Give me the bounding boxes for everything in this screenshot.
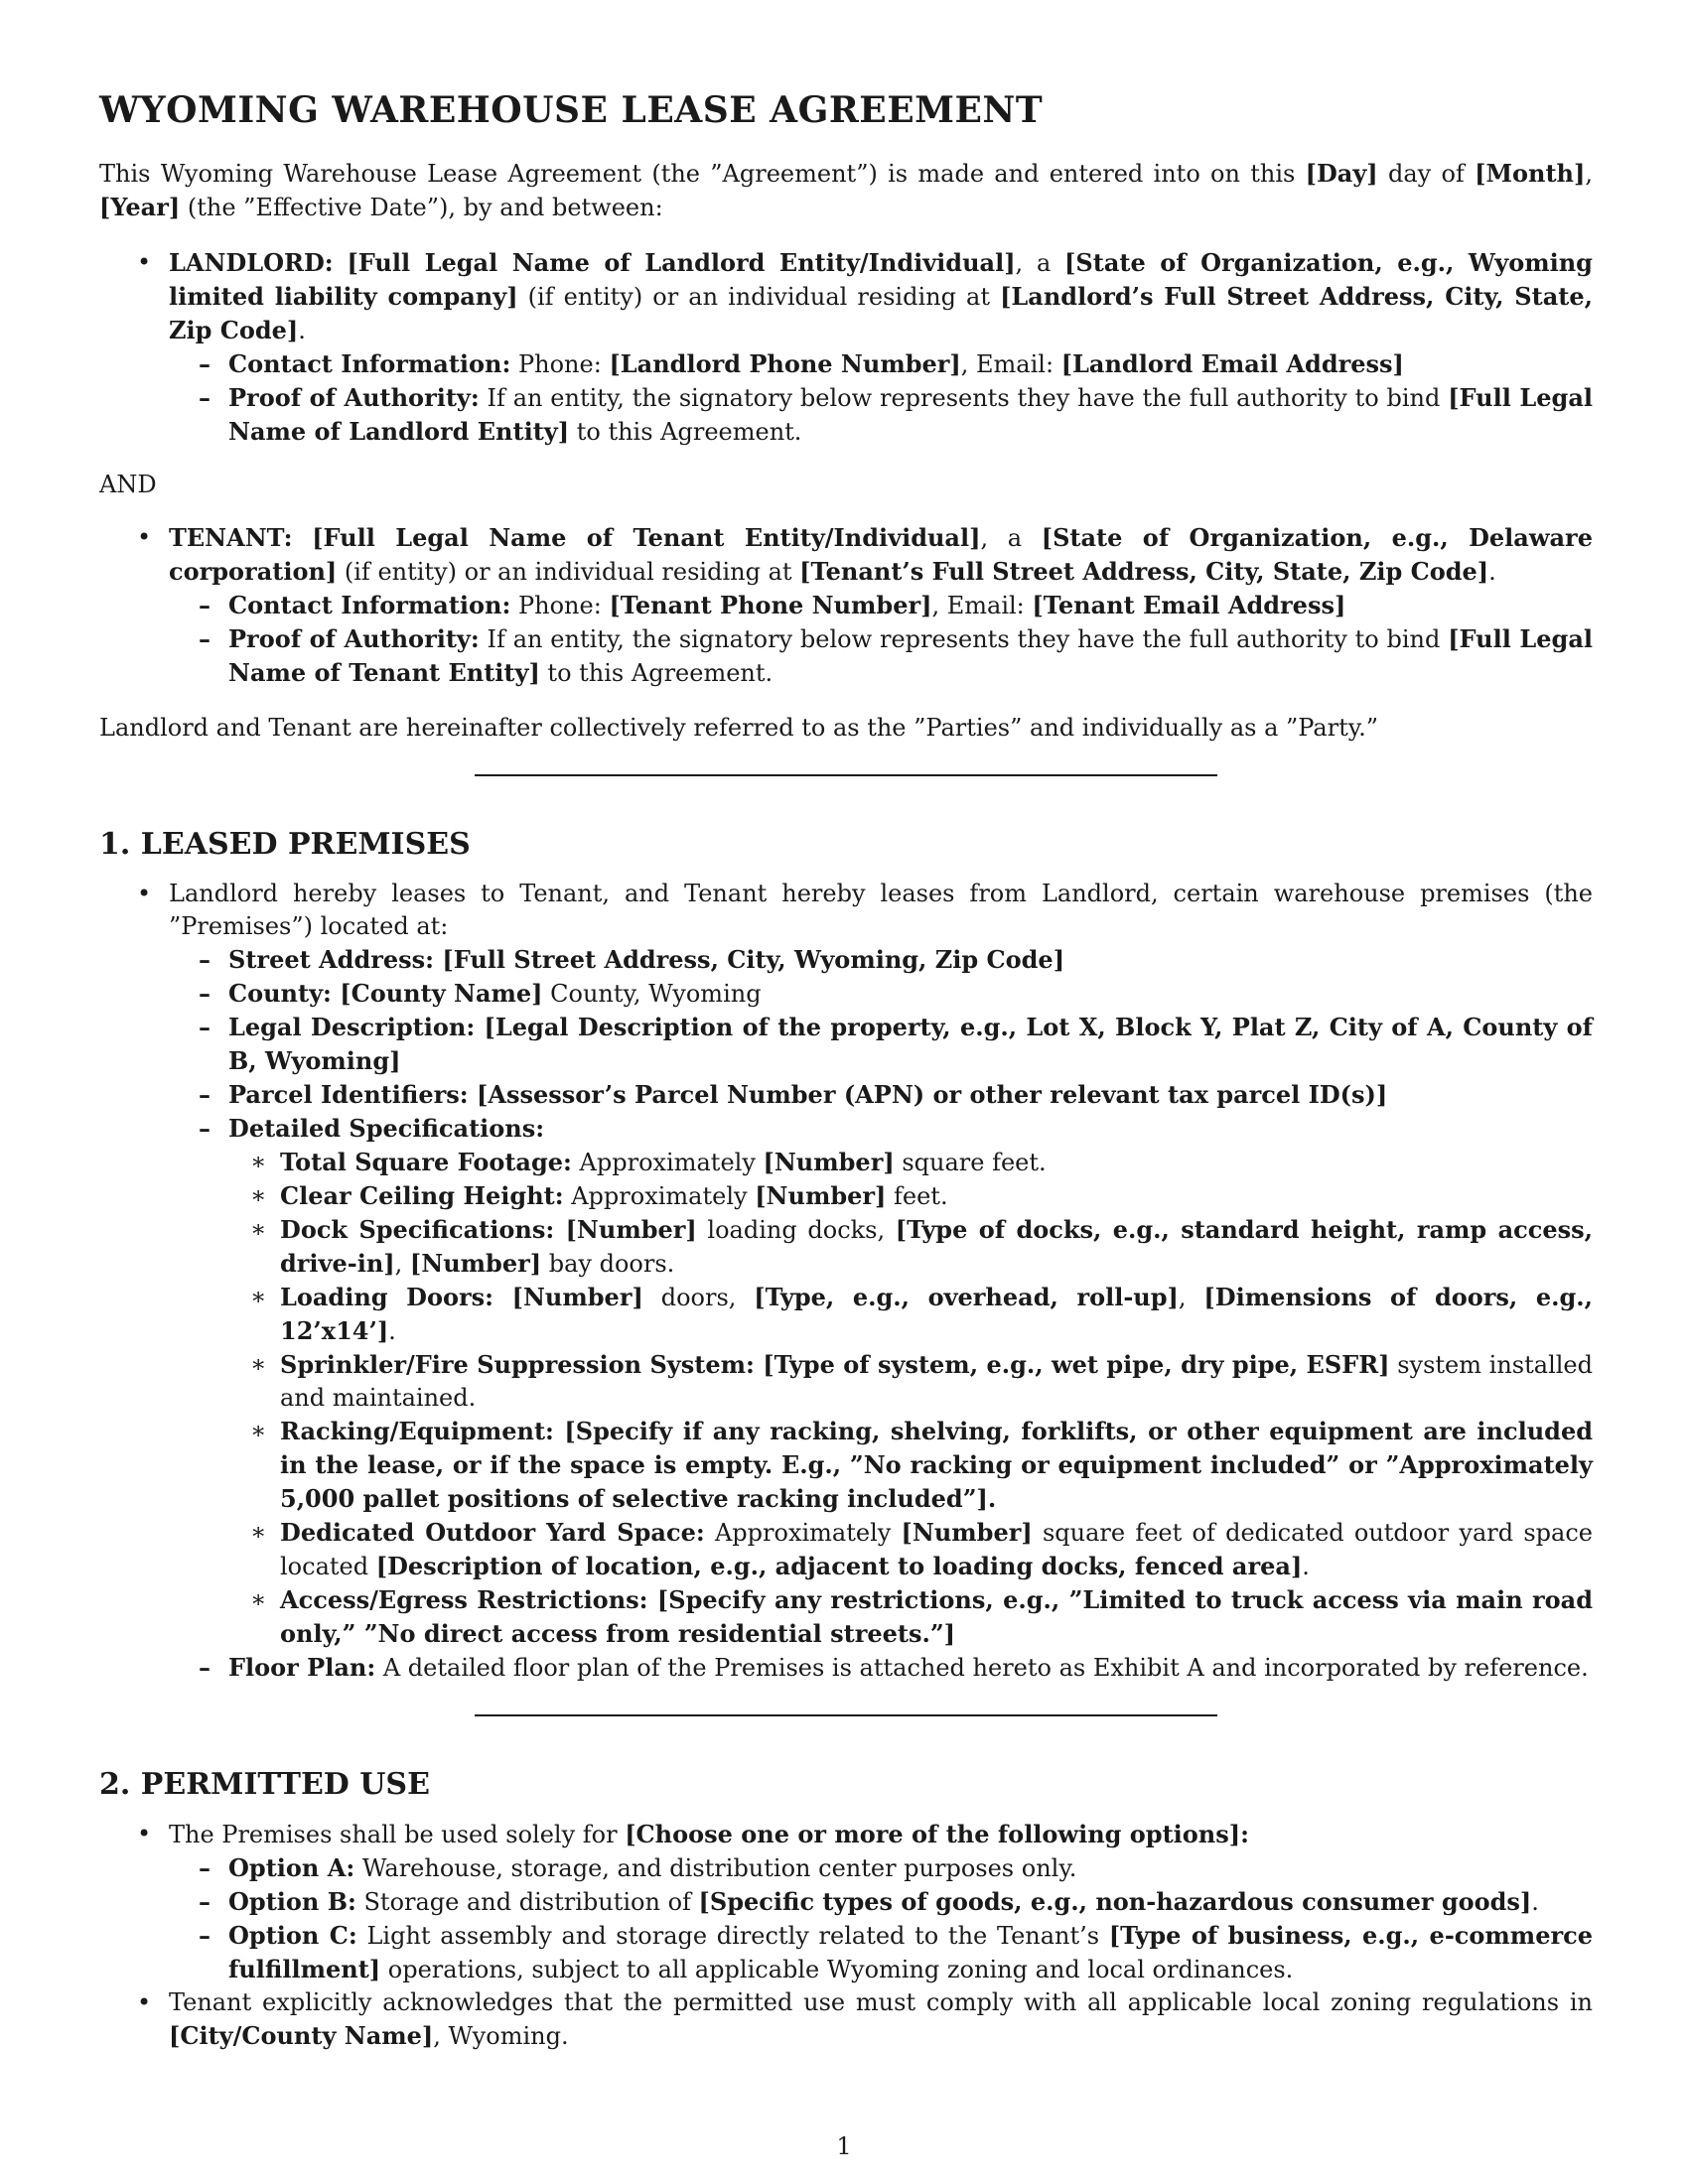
landlord-text: , a xyxy=(1015,249,1065,277)
yard-label: Dedicated Outdoor Yard Space: xyxy=(280,1518,705,1547)
tenant-text: (if entity) or an individual residing at xyxy=(337,558,800,586)
option-c-item xyxy=(99,1919,1593,1986)
legal-description-item xyxy=(99,1011,1593,1078)
landlord-address: [Landlord’s Full Street Address, City, State, Zip Code] xyxy=(169,282,1593,344)
doors-label: Loading Doors: xyxy=(280,1283,494,1311)
option-b-text: . xyxy=(1531,1888,1539,1916)
zoning-text: , Wyoming. xyxy=(433,2022,569,2050)
spec-text: . xyxy=(1302,1553,1310,1580)
tenant-list xyxy=(99,521,1593,690)
intro-paragraph xyxy=(99,157,1593,224)
legal-value: [Legal Description of the property, e.g., Lot X, Block Y, Plat Z, City of A, County of B, Wyoming] xyxy=(228,1013,1593,1075)
tenant-label: TENANT: xyxy=(169,523,293,552)
doors-type: [Type, e.g., overhead, roll-up] xyxy=(754,1283,1179,1311)
option-c-text: operations, subject to all applicable Wyoming zoning and local ordinances. xyxy=(380,1956,1294,1983)
document-page xyxy=(99,87,1593,2053)
specifications-item xyxy=(99,1112,1593,1651)
proof-label: Proof of Authority: xyxy=(228,624,480,653)
city-county-placeholder: [City/County Name] xyxy=(169,2021,434,2050)
dock-label: Dock Specifications: xyxy=(280,1215,555,1244)
option-a-label: Option A: xyxy=(228,1853,355,1882)
legal-label: Legal Description: xyxy=(228,1013,476,1041)
tenant-text: , a xyxy=(980,524,1042,552)
proof-text: If an entity, the signatory below represents they have the full authority to bind xyxy=(479,384,1449,412)
spec-text: . xyxy=(388,1317,396,1345)
yard-item xyxy=(99,1516,1593,1583)
county-label: County: xyxy=(228,979,332,1008)
county-value: [County Name] xyxy=(331,979,543,1008)
ceiling-item xyxy=(99,1179,1593,1213)
intro-text: , xyxy=(1585,160,1594,188)
document-title: WYOMING WAREHOUSE LEASE AGREEMENT xyxy=(99,89,1044,131)
intro-text: day of xyxy=(1377,160,1476,188)
section-1-heading: 1. LEASED PREMISES xyxy=(99,827,471,862)
ceiling-number: [Number] xyxy=(755,1181,887,1210)
landlord-contact xyxy=(99,347,1593,381)
zoning-ack-item xyxy=(99,1986,1593,2053)
landlord-email: [Landlord Email Address] xyxy=(1060,349,1404,378)
tenant-email: [Tenant Email Address] xyxy=(1032,591,1346,619)
option-c-business: [Type of business, e.g., e-commerce fulfillment] xyxy=(228,1921,1593,1983)
tenant-phone: [Tenant Phone Number] xyxy=(609,591,932,619)
contact-text: , Email: xyxy=(931,592,1033,619)
contact-label: Contact Information: xyxy=(228,349,511,378)
premises-lead: Landlord hereby leases to Tenant, and Tenant hereby leases from Landlord, certain warehouse premises (the ”Premises”) located at: xyxy=(169,880,1593,940)
spec-text: , xyxy=(1178,1284,1204,1311)
bay-number: [Number] xyxy=(409,1249,542,1278)
sprinkler-label: Sprinkler/Fire Suppression System: xyxy=(280,1350,755,1379)
day-placeholder: [Day] xyxy=(1305,159,1378,188)
permitted-use-lead: The Premises shall be used solely for xyxy=(169,1821,626,1848)
contact-text: , Email: xyxy=(960,350,1061,378)
and-connector: AND xyxy=(99,471,157,498)
street-label: Street Address: xyxy=(228,945,435,974)
premises-item xyxy=(99,878,1593,1685)
permitted-use-choice: [Choose one or more of the following options]: xyxy=(625,1820,1249,1848)
dock-number: [Number] xyxy=(554,1215,697,1244)
section-2-heading: 2. PERMITTED USE xyxy=(99,1767,430,1802)
spec-text: Approximately xyxy=(704,1519,902,1547)
tenant-address: [Tenant’s Full Street Address, City, State, Zip Code] xyxy=(799,557,1489,586)
tenant-proof xyxy=(99,622,1593,690)
section-2-list xyxy=(99,1818,1593,2053)
spec-text: , xyxy=(394,1250,410,1278)
landlord-phone: [Landlord Phone Number] xyxy=(609,349,961,378)
spec-text: loading docks, xyxy=(696,1216,896,1244)
option-b-text: Storage and distribution of xyxy=(355,1888,699,1916)
intro-text: (the ”Effective Date”), by and between: xyxy=(180,194,663,221)
access-item xyxy=(99,1583,1593,1651)
parcel-item xyxy=(99,1078,1593,1112)
spec-text: system installed and maintained. xyxy=(280,1351,1593,1412)
section-1-list xyxy=(99,878,1593,1685)
option-a-item xyxy=(99,1851,1593,1885)
month-placeholder: [Month] xyxy=(1475,159,1586,188)
parcel-label: Parcel Identifiers: xyxy=(228,1080,469,1109)
landlord-proof-name: [Full Legal Name of Landlord Entity] xyxy=(228,383,1593,446)
spec-text: square feet of dedicated outdoor yard space located xyxy=(280,1519,1593,1580)
spec-text: square feet. xyxy=(894,1149,1047,1176)
landlord-text: . xyxy=(298,317,306,344)
sqft-number: [Number] xyxy=(763,1148,895,1176)
zoning-text: Tenant explicitly acknowledges that the permitted use must comply with all applicable local zoning regulations in xyxy=(169,1988,1593,2016)
proof-text: If an entity, the signatory below represents they have the full authority to bind xyxy=(479,625,1449,653)
racking-value: [Specify if any racking, shelving, forklifts, or other equipment are included in the lease, or if the space is empty. E.g., ”No racking or equipment included” or ”Approximately 5,000 pallet positions of selective racking included”]. xyxy=(280,1417,1593,1513)
loading-doors-item xyxy=(99,1281,1593,1348)
ceiling-label: Clear Ceiling Height: xyxy=(280,1181,564,1210)
spec-text: feet. xyxy=(886,1182,948,1210)
access-label: Access/Egress Restrictions: xyxy=(280,1585,648,1614)
tenant-name: [Full Legal Name of Tenant Entity/Individual] xyxy=(312,523,981,552)
permitted-use-item xyxy=(99,1818,1593,1986)
landlord-label: LANDLORD: xyxy=(169,248,334,277)
floor-plan-label: Floor Plan: xyxy=(228,1653,376,1682)
sqft-item xyxy=(99,1146,1593,1179)
landlord-item xyxy=(99,246,1593,449)
option-b-item xyxy=(99,1885,1593,1919)
doors-dimensions: [Dimensions of doors, e.g., 12’x14’] xyxy=(280,1283,1593,1345)
contact-label: Contact Information: xyxy=(228,591,511,619)
racking-label: Racking/Equipment: xyxy=(280,1417,554,1445)
option-c-text: Light assembly and storage directly related to the Tenant’s xyxy=(356,1922,1109,1950)
proof-text: to this Agreement. xyxy=(569,418,802,446)
option-c-label: Option C: xyxy=(228,1921,357,1950)
proof-label: Proof of Authority: xyxy=(228,383,480,412)
tenant-item xyxy=(99,521,1593,690)
landlord-name: [Full Legal Name of Landlord Entity/Individual] xyxy=(347,248,1016,277)
tenant-state: [State of Organization, e.g., Delaware corporation] xyxy=(169,523,1593,586)
contact-text: Phone: xyxy=(510,592,610,619)
doors-number: [Number] xyxy=(493,1283,643,1311)
proof-text: to this Agreement. xyxy=(539,659,774,687)
landlord-list xyxy=(99,246,1593,449)
tenant-contact xyxy=(99,589,1593,622)
dock-type: [Type of docks, e.g., standard height, ramp access, drive-in] xyxy=(280,1215,1594,1278)
floor-plan-item xyxy=(99,1651,1593,1685)
sprinkler-type: [Type of system, e.g., wet pipe, dry pipe, ESFR] xyxy=(754,1350,1390,1379)
page-number: 1 xyxy=(836,2132,852,2160)
option-a-text: Warehouse, storage, and distribution center purposes only. xyxy=(354,1854,1077,1882)
spec-text: doors, xyxy=(642,1284,755,1311)
intro-text: This Wyoming Warehouse Lease Agreement (the ”Agreement”) is made and entered into on this xyxy=(99,160,1306,188)
street-address-item xyxy=(99,943,1593,977)
street-value: [Full Street Address, City, Wyoming, Zip Code] xyxy=(434,945,1065,974)
floor-plan-text: A detailed floor plan of the Premises is attached hereto as Exhibit A and incorporated by reference. xyxy=(375,1654,1589,1682)
landlord-proof xyxy=(99,381,1593,449)
contact-text: Phone: xyxy=(510,350,610,378)
landlord-state: [State of Organization, e.g., Wyoming limited liability company] xyxy=(169,248,1593,311)
spec-text: Approximately xyxy=(571,1149,764,1176)
yard-location: [Description of location, e.g., adjacent to loading docks, fenced area] xyxy=(375,1552,1303,1580)
sprinkler-item xyxy=(99,1348,1593,1415)
landlord-text: (if entity) or an individual residing at xyxy=(517,283,1001,311)
sqft-label: Total Square Footage: xyxy=(280,1148,572,1176)
dock-item xyxy=(99,1213,1593,1281)
year-placeholder: [Year] xyxy=(99,193,181,221)
spec-text: bay doors. xyxy=(541,1250,675,1278)
access-value: [Specify any restrictions, e.g., ”Limited to truck access via main road only,” ”No direct access from residential streets.”] xyxy=(280,1585,1593,1648)
yard-number: [Number] xyxy=(901,1518,1033,1547)
option-b-label: Option B: xyxy=(228,1887,356,1916)
county-item xyxy=(99,977,1593,1011)
tenant-proof-name: [Full Legal Name of Tenant Entity] xyxy=(228,624,1593,687)
spec-text: Approximately xyxy=(563,1182,756,1210)
tenant-text: . xyxy=(1488,558,1496,586)
county-tail: County, Wyoming xyxy=(542,980,762,1008)
parties-note: Landlord and Tenant are hereinafter collectively referred to as the ”Parties” and individually as a ”Party.” xyxy=(99,714,1379,742)
spec-label: Detailed Specifications: xyxy=(228,1114,545,1143)
racking-item xyxy=(99,1415,1593,1516)
option-b-goods: [Specific types of goods, e.g., non-hazardous consumer goods] xyxy=(698,1887,1532,1916)
parcel-value: [Assessor’s Parcel Number (APN) or other relevant tax parcel ID(s)] xyxy=(468,1080,1388,1109)
